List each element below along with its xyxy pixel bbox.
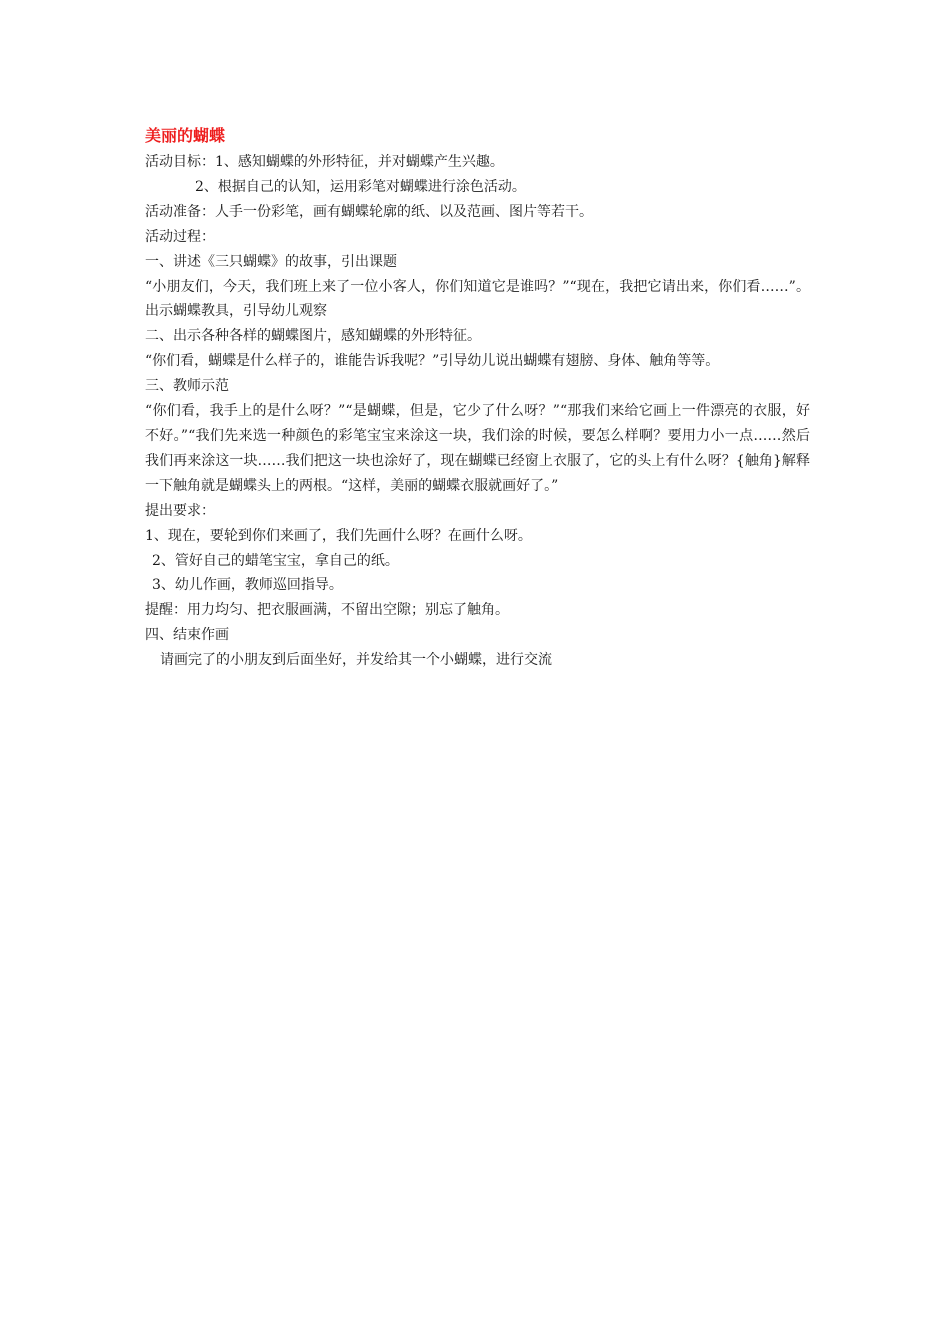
step-1-heading: 一、讲述《三只蝴蝶》的故事，引出课题 — [145, 253, 397, 270]
step-2-text: “你们看，蝴蝶是什么样子的，谁能告诉我呢？”引导幼儿说出蝴蝶有翅膀、身体、触角等等。 — [145, 353, 720, 370]
requirement-1: 1、现在，要轮到你们来画了，我们先画什么呀？在画什么呀。 — [145, 527, 532, 544]
step-3-heading: 三、教师示范 — [145, 378, 229, 395]
preparation: 活动准备：人手一份彩笔，画有蝴蝶轮廓的纸、以及范画、图片等若干。 — [145, 203, 593, 220]
step-3-text: “你们看，我手上的是什么呀？”“是蝴蝶，但是，它少了什么呀？”“那我们来给它画上一件漂亮的衣服，好不好。”“我们先来选一种颜色的彩笔宝宝来涂这一块，我们涂的时候，要怎么样啊？要用力小一点……然后我们再来涂这一块……我们把这一块也涂好了，现在蝴蝶已经窗上衣服了，它的头上有什么呀？{触角}解释一下触角就是蝴蝶头上的两根。“这样，美丽的蝴蝶衣服就画好了。” — [145, 403, 810, 494]
step-4-heading: 四、结束作画 — [145, 627, 229, 644]
step-1-text: “小朋友们，今天，我们班上来了一位小客人，你们知道它是谁吗？”“现在，我把它请出来，你们看……”。出示蝴蝶教具，引导幼儿观察 — [145, 278, 810, 320]
step-4-text: 请画完了的小朋友到后面坐好，并发给其一个小蝴蝶，进行交流 — [160, 652, 552, 669]
process-heading: 活动过程： — [145, 228, 215, 245]
reminder: 提醒：用力均匀、把衣服画满，不留出空隙；别忘了触角。 — [145, 602, 509, 619]
requirement-2: 2、管好自己的蜡笔宝宝，拿自己的纸。 — [152, 552, 399, 569]
requirement-3: 3、幼儿作画，教师巡回指导。 — [152, 577, 343, 594]
requirements-heading: 提出要求： — [145, 502, 215, 519]
goal-2: 2、根据自己的认知，运用彩笔对蝴蝶进行涂色活动。 — [195, 178, 526, 195]
document-title: 美丽的蝴蝶 — [145, 126, 226, 145]
document-page — [145, 124, 810, 673]
goal-1: 活动目标：1、感知蝴蝶的外形特征，并对蝴蝶产生兴趣。 — [145, 154, 504, 170]
step-2-heading: 二、出示各种各样的蝴蝶图片，感知蝴蝶的外形特征。 — [145, 328, 481, 345]
